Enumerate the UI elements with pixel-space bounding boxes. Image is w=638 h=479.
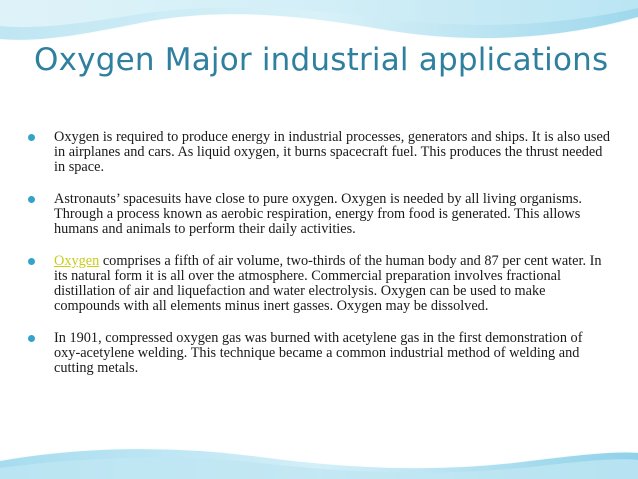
list-item	[22, 331, 612, 376]
bullet-icon	[28, 196, 35, 203]
list-item	[22, 192, 612, 237]
slide-title: Oxygen Major industrial applications	[34, 42, 609, 78]
bullet-icon	[28, 258, 35, 265]
list-item	[22, 130, 612, 175]
bottom-wave-decoration	[0, 440, 638, 479]
bullet-text: In 1901, compressed oxygen gas was burned with acetylene gas in the first demonstration of oxy-acetylene welding. This technique became a common industrial method of welding and cutting metals.	[54, 330, 583, 376]
oxygen-link[interactable]: Oxygen	[54, 253, 100, 269]
list-item	[22, 254, 612, 314]
bullet-list	[22, 130, 612, 393]
bullet-icon	[28, 134, 35, 141]
bullet-text: comprises a fifth of air volume, two-thirds of the human body and 87 per cent water. In its natural form it is all over the atmosphere. Commercial preparation involves fractional distillation of air and liquefaction and water electrolysis. Oxygen can be used to make compounds with all elements minus inert gasses. Oxygen may be dissolved.	[54, 253, 602, 314]
bullet-icon	[28, 335, 35, 342]
bullet-text: Astronauts’ spacesuits have close to pure oxygen. Oxygen is needed by all living organisms. Through a process known as aerobic respiration, energy from food is generated. This allows humans and animals to perform their daily activities.	[54, 191, 582, 237]
bullet-text: Oxygen is required to produce energy in industrial processes, generators and ships. It is also used in airplanes and cars. As liquid oxygen, it burns spacecraft fuel. This produces the thrust needed in space.	[54, 129, 610, 175]
